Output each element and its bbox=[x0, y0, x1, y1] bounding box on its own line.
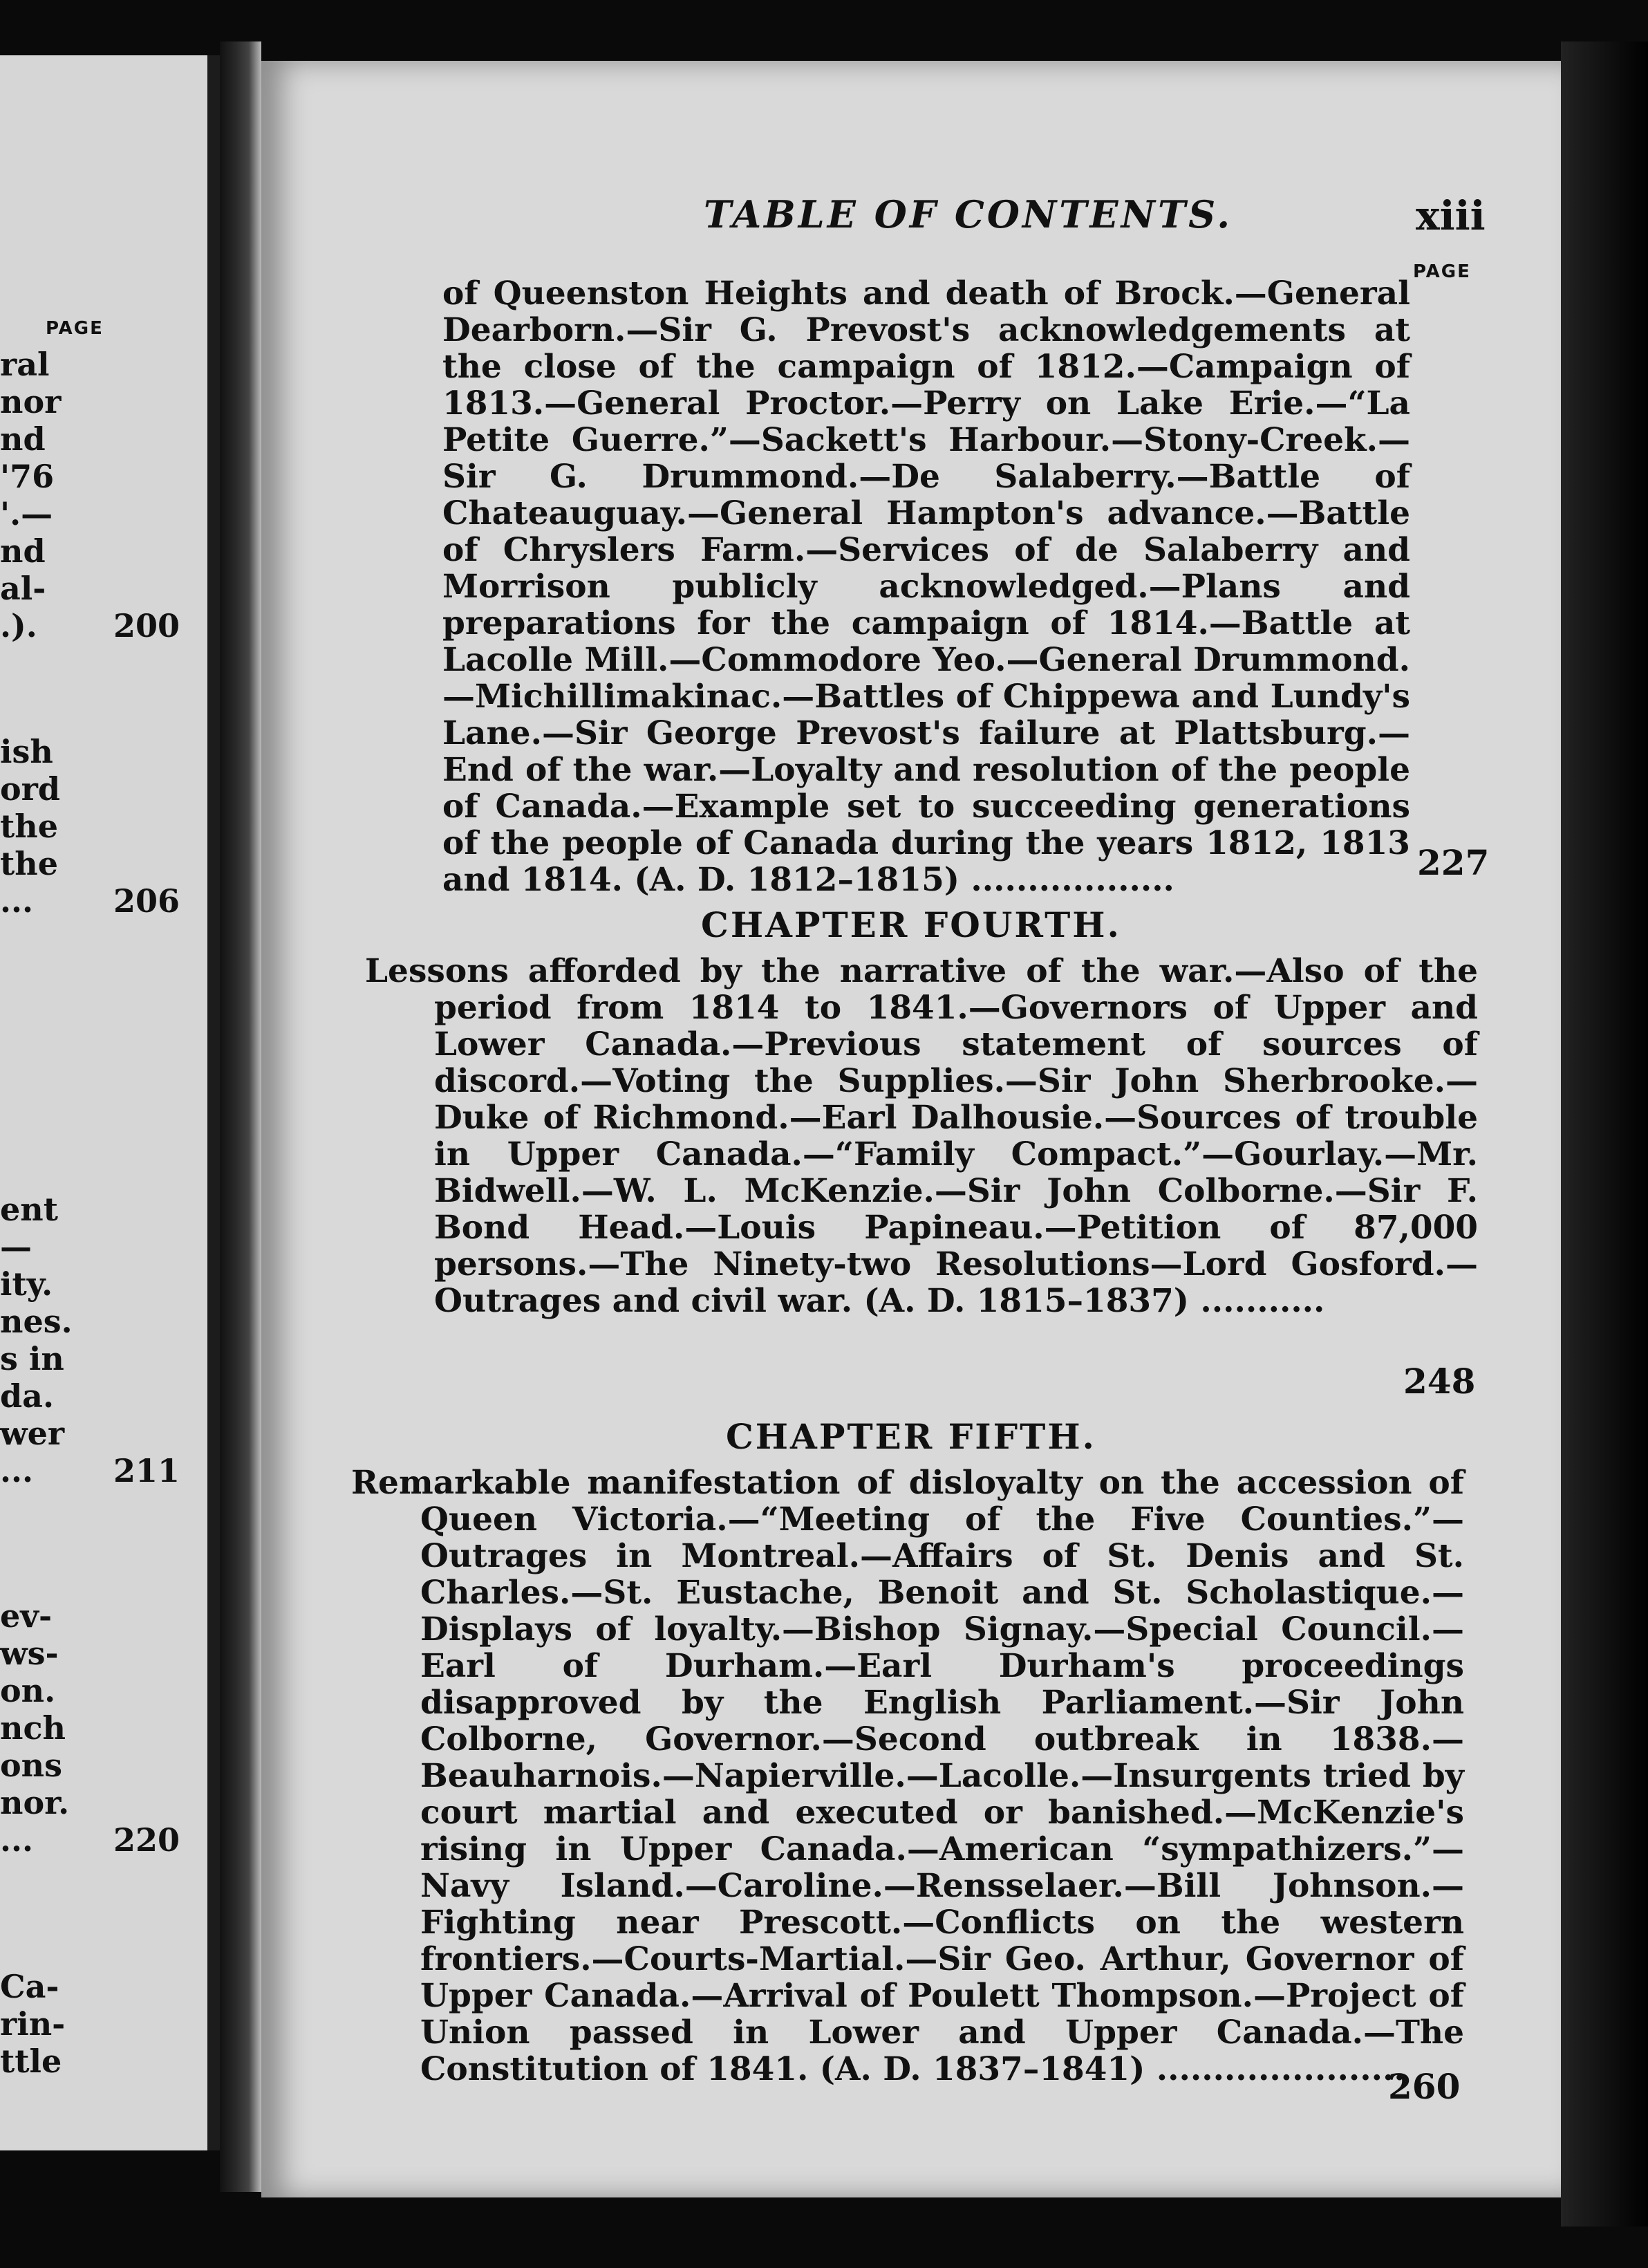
left-fragment: .). bbox=[0, 607, 37, 644]
scan-border bbox=[1561, 41, 1648, 2227]
left-fragment: nd bbox=[0, 532, 46, 570]
entry-text: Remarkable manifestation of disloyalty on the accession of Queen Victoria.—“Meeting of the Five Counties.”—Outrages in Montreal.—Affairs of St. Denis and St. Charles.—St. Eustache, Benoit and St. Scholastique.—Displays of loyalty.—Bishop Signay.—Special Council.—Earl of Durham.—Earl Durham's proceedings disapproved by the English Parliament.—Sir John Colborne, Governor.—Second outbreak in 1838.—Beauharnois.—Napierville.—Lacolle.—Insurgents tried by court martial and executed or banished.—McKenzie's rising in Upper Canada.—American “sympathizers.”—Navy Island.—Caroline.—Rensselaer.—Bill Johnson.—Fighting near Prescott.—Conflicts on the western frontiers.—Courts-Martial.—Sir Geo. Arthur, Governor of Upper Canada.—Arrival of Poulett Thompson.—Project of Union passed in Lower and Upper Canada.—The Constitution of 1841. bbox=[351, 1464, 1464, 2088]
left-fragment: ord bbox=[0, 770, 61, 808]
left-fragment: al- bbox=[0, 570, 46, 607]
dot-leader: ...................... bbox=[1156, 2050, 1405, 2088]
left-fragment: ish bbox=[0, 733, 53, 770]
entry-dates: (A. D. 1815–1837) bbox=[863, 1282, 1190, 1320]
entry-dates: (A. D. 1837–1841) bbox=[819, 2050, 1145, 2088]
entry-text: Lessons afforded by the narrative of the war.—Also of the period from 1814 to 1841.—Governors of Upper and Lower Canada.—Previous statement of sources of discord.—Voting the Supplies.—Sir John Sherbrooke.—Duke of Richmond.—Earl Dalhousie.—Sources of trouble in Upper Canada.—“Family Compact.”—Gourlay.—Mr. Bidwell.—W. L. McKenzie.—Sir John Colborne.—Sir F. Bond Head.—Louis Papineau.—Petition of 87,000 persons.—The Ninety-two Resolutions—Lord Gosford.—Outrages and civil war. bbox=[365, 952, 1478, 1320]
entry-dates: (A. D. 1812–1815) bbox=[634, 861, 960, 899]
contents-page bbox=[261, 61, 1561, 2197]
left-fragment: ity. bbox=[0, 1265, 53, 1303]
toc-entry-chapter-five bbox=[351, 1465, 1464, 2088]
chapter-heading: CHAPTER FIFTH. bbox=[726, 1416, 1096, 1457]
left-fragment: on. bbox=[0, 1672, 56, 1709]
left-fragment: wer bbox=[0, 1415, 65, 1452]
left-fragment: rin- bbox=[0, 2005, 66, 2043]
left-fragment: — bbox=[0, 1228, 32, 1265]
left-fragment: nor bbox=[0, 383, 62, 420]
left-fragment: ent bbox=[0, 1191, 58, 1228]
page-column-label: PAGE bbox=[1413, 261, 1471, 282]
left-page-number: 206 bbox=[113, 882, 180, 920]
left-fragment: nor. bbox=[0, 1784, 70, 1821]
entry-text: of Queenston Heights and death of Brock.—General Dearborn.—Sir G. Prevost's acknowledgements at the close of the campaign of 1812.—Campaign of 1813.—General Proctor.—Perry on Lake Erie.—“La Petite Guerre.”—Sackett's Harbour.—Stony-Creek.—Sir G. Drummond.—De Salaberry.—Battle of Chateauguay.—General Hampton's advance.—Battle of Chryslers Farm.—Services of de Salaberry and Morrison publicly acknowledged.—Plans and preparations for the campaign of 1814.—Battle at Lacolle Mill.—Commodore Yeo.—General Drummond.—Michillimakinac.—Battles of Chippewa and Lundy's Lane.—Sir George Prevost's failure at Plattsburg.—End of the war.—Loyalty and resolution of the people of Canada.—Example set to succeeding generations of the people of Canada during the years 1812, 1813 and 1814. bbox=[442, 275, 1410, 899]
left-fragment: ons bbox=[0, 1747, 63, 1784]
left-fragment: ral bbox=[0, 346, 50, 383]
left-page-column-label: PAGE bbox=[46, 318, 104, 339]
left-fragment: ... bbox=[0, 1452, 34, 1489]
left-fragment: the bbox=[0, 808, 58, 845]
left-fragment: ws- bbox=[0, 1635, 59, 1672]
previous-page-fragment bbox=[0, 55, 220, 2150]
left-fragment: da. bbox=[0, 1377, 54, 1415]
left-fragment: the bbox=[0, 845, 58, 882]
left-fragment: '.— bbox=[0, 495, 53, 532]
left-fragment: ttle bbox=[0, 2043, 62, 2080]
left-fragment: ev- bbox=[0, 1597, 53, 1635]
left-page-number: 211 bbox=[113, 1452, 180, 1489]
left-fragment: nch bbox=[0, 1709, 66, 1747]
left-fragment: Ca- bbox=[0, 1968, 59, 2005]
dot-leader: .................. bbox=[971, 861, 1174, 899]
chapter-heading: CHAPTER FOURTH. bbox=[701, 904, 1121, 945]
running-title: TABLE OF CONTENTS. bbox=[704, 192, 1233, 236]
left-fragment: '76 bbox=[0, 458, 55, 495]
left-fragment: nes. bbox=[0, 1303, 73, 1340]
book-gutter bbox=[220, 41, 261, 2192]
toc-entry-chapter-three bbox=[442, 275, 1410, 898]
left-fragment: ... bbox=[0, 1821, 34, 1859]
entry-page-number: 227 bbox=[1417, 842, 1490, 883]
entry-page-number: 248 bbox=[1403, 1361, 1476, 1402]
left-fragment: nd bbox=[0, 420, 46, 458]
left-fragment: ... bbox=[0, 882, 34, 920]
entry-page-number: 260 bbox=[1388, 2066, 1461, 2107]
left-fragment: s in bbox=[0, 1340, 64, 1377]
toc-entry-chapter-four bbox=[365, 953, 1478, 1319]
left-page-number: 200 bbox=[113, 607, 180, 644]
page-number: xiii bbox=[1416, 192, 1486, 239]
dot-leader: ........... bbox=[1200, 1282, 1325, 1320]
left-page-number: 220 bbox=[113, 1821, 180, 1859]
